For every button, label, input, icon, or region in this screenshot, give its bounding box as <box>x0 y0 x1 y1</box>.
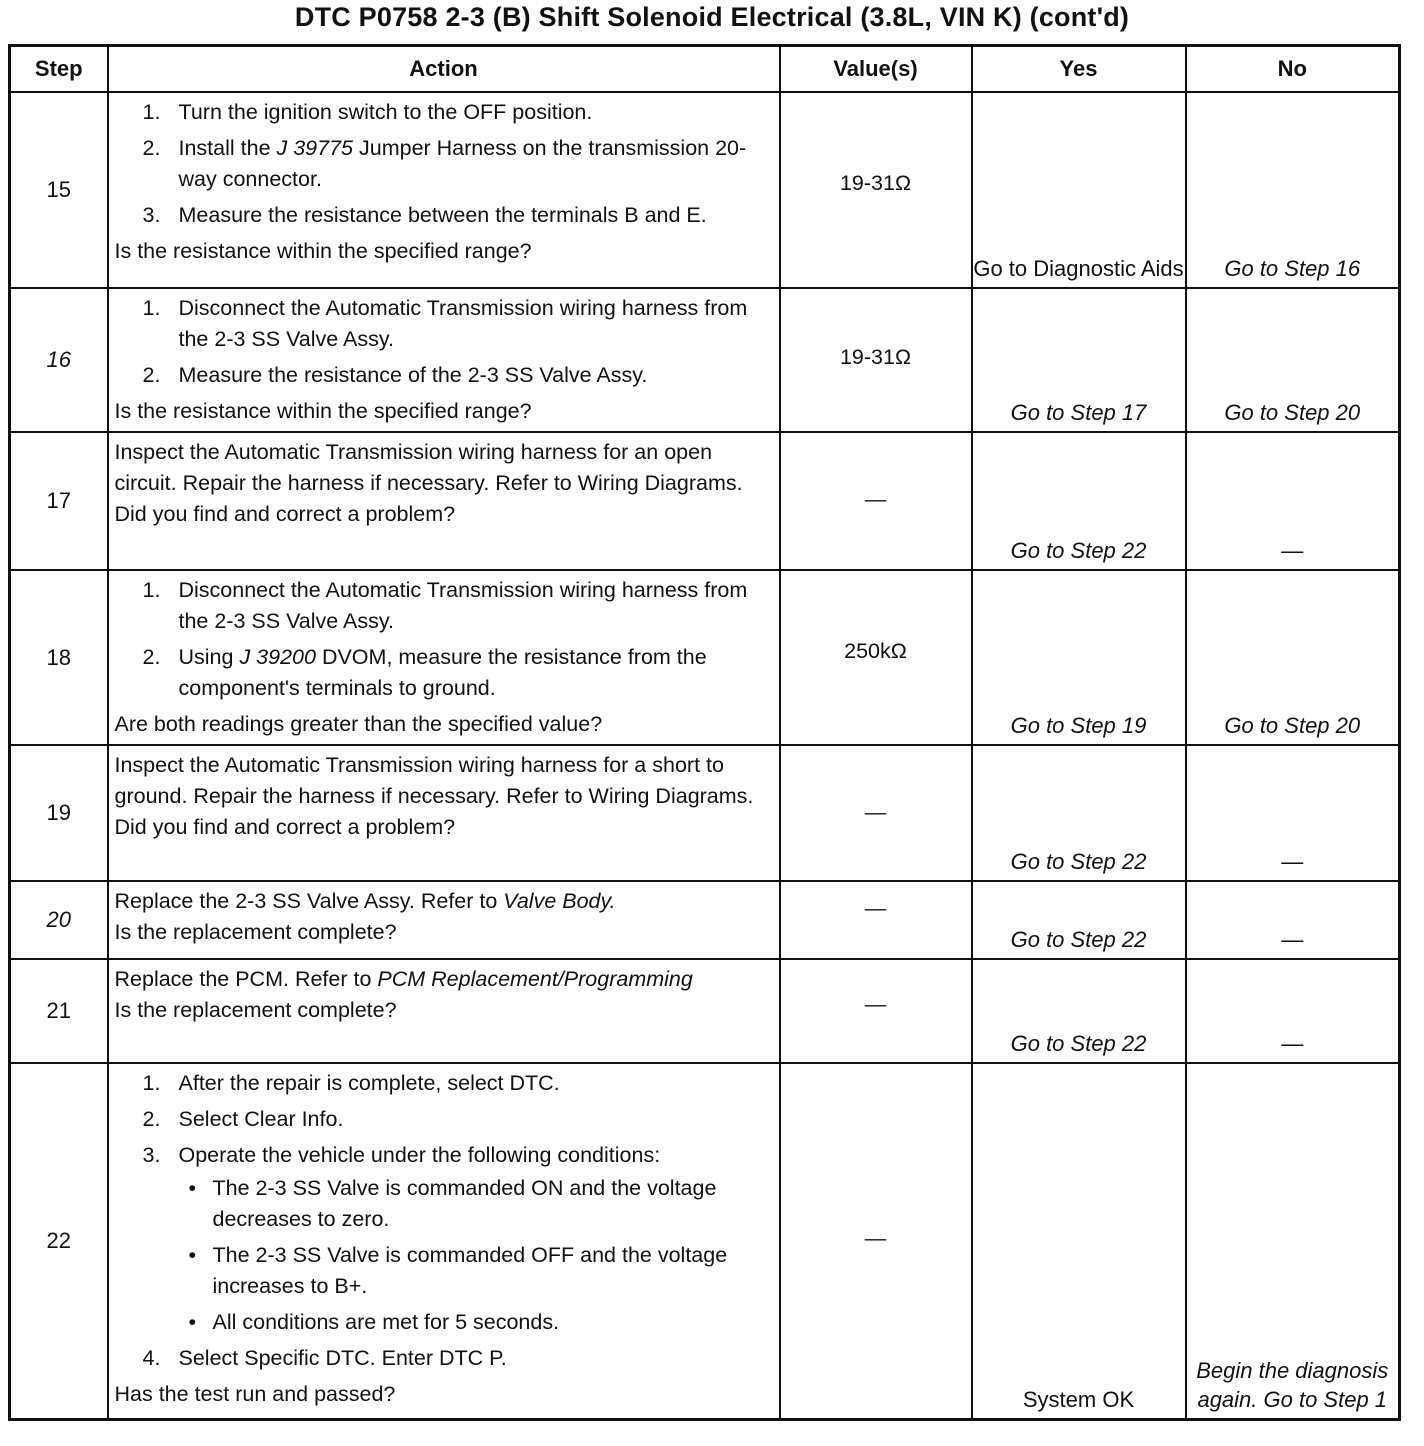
item-text: Turn the ignition switch to the OFF position. <box>178 100 593 124</box>
item-text: Disconnect the Automatic Transmission wiring harness from the 2-3 SS Valve Assy. <box>178 578 748 633</box>
step-number: 20 <box>10 881 108 959</box>
tool-reference: J 39200 <box>239 645 316 669</box>
table-row <box>10 432 1400 570</box>
list-item <box>142 200 773 231</box>
value-text: 19-31Ω <box>839 345 912 369</box>
item-text: Measure the resistance of the 2-3 SS Valve Assy. <box>178 363 648 387</box>
item-number: 2. <box>142 363 161 387</box>
action-text: Inspect the Automatic Transmission wiring harness for an open circuit. Repair the harness if necessary. Refer to Wiring Diagrams. <box>114 440 743 495</box>
item-text: Select Clear Info. <box>178 1107 344 1131</box>
yes-cell: Go to Step 22 <box>972 881 1186 959</box>
yes-cell: Go to Step 19 <box>972 570 1186 745</box>
table-row <box>10 92 1400 288</box>
action-cell <box>108 1063 780 1419</box>
action-list <box>115 293 773 391</box>
item-text: Measure the resistance between the terminals B and E. <box>178 203 707 227</box>
action-question: Is the replacement complete? <box>114 920 397 944</box>
condition-list <box>179 1173 773 1338</box>
item-number: 3. <box>142 203 161 227</box>
bullet-item: • All conditions are met for 5 seconds. <box>213 1307 773 1338</box>
value-cell <box>780 881 972 959</box>
item-number: 2. <box>142 645 161 669</box>
item-number: 3. <box>142 1143 161 1167</box>
value-cell <box>780 959 972 1063</box>
action-text: Replace the 2-3 SS Valve Assy. Refer to <box>114 889 504 913</box>
list-item <box>142 575 773 637</box>
list-item <box>142 1068 773 1099</box>
list-item <box>142 1343 773 1374</box>
step-number: 21 <box>10 959 108 1063</box>
item-number: 4. <box>142 1346 161 1370</box>
value-cell <box>780 432 972 570</box>
action-cell <box>108 570 780 745</box>
item-number: 1. <box>142 578 161 602</box>
value-text: — <box>864 487 887 511</box>
action-list <box>115 1068 773 1374</box>
header-no: No <box>1186 46 1400 93</box>
header-values: Value(s) <box>780 46 972 93</box>
value-cell <box>780 570 972 745</box>
value-text: — <box>864 992 887 1016</box>
item-number: 2. <box>142 136 161 160</box>
value-text: — <box>864 1226 887 1250</box>
yes-cell: Go to Step 17 <box>972 288 1186 432</box>
action-list <box>115 97 773 231</box>
action-question: Has the test run and passed? <box>114 1382 396 1406</box>
section-reference: Valve Body. <box>503 889 616 913</box>
list-item <box>142 1140 773 1338</box>
no-cell: — <box>1186 432 1400 570</box>
action-cell <box>108 92 780 288</box>
yes-cell: Go to Step 22 <box>972 745 1186 881</box>
value-text: — <box>864 800 887 824</box>
action-text: Replace the PCM. Refer to <box>114 967 378 991</box>
no-cell: Go to Step 16 <box>1186 92 1400 288</box>
page-title: DTC P0758 2-3 (B) Shift Solenoid Electrical (3.8L, VIN K) (cont'd) <box>294 2 1130 32</box>
diagnostic-table <box>8 44 1401 1421</box>
step-number: 17 <box>10 432 108 570</box>
action-cell <box>108 959 780 1063</box>
no-cell: — <box>1186 745 1400 881</box>
item-text: Disconnect the Automatic Transmission wiring harness from the 2-3 SS Valve Assy. <box>178 296 748 351</box>
item-text: Install the <box>178 136 277 160</box>
no-cell: Begin the diagnosis again. Go to Step 1 <box>1186 1063 1400 1419</box>
list-item <box>142 293 773 355</box>
table-row <box>10 745 1400 881</box>
item-text: Using <box>178 645 240 669</box>
action-cell <box>108 432 780 570</box>
action-question: Is the replacement complete? <box>114 998 397 1022</box>
header-yes: Yes <box>972 46 1186 93</box>
no-cell: Go to Step 20 <box>1186 288 1400 432</box>
list-item <box>142 97 773 128</box>
value-text: — <box>864 896 887 920</box>
table-row <box>10 570 1400 745</box>
yes-cell: Go to Step 22 <box>972 432 1186 570</box>
yes-cell: Go to Diagnostic Aids <box>972 92 1186 288</box>
action-question: Did you find and correct a problem? <box>114 815 456 839</box>
header-row <box>10 46 1400 93</box>
value-cell <box>780 1063 972 1419</box>
section-reference: PCM Replacement/Programming <box>377 967 693 991</box>
value-text: 250kΩ <box>844 639 907 663</box>
table-row <box>10 959 1400 1063</box>
item-text: After the repair is complete, select DTC. <box>178 1071 560 1095</box>
list-item <box>142 133 773 195</box>
header-step: Step <box>10 46 108 93</box>
action-question: Is the resistance within the specified range? <box>114 399 532 423</box>
tool-reference: J 39775 <box>276 136 354 160</box>
action-cell <box>108 288 780 432</box>
action-cell <box>108 881 780 959</box>
step-number: 19 <box>10 745 108 881</box>
action-text: Inspect the Automatic Transmission wiring harness for a short to ground. Repair the harness if necessary. Refer to Wiring Diagrams. <box>114 753 754 808</box>
action-question: Did you find and correct a problem? <box>114 502 456 526</box>
table-row <box>10 288 1400 432</box>
item-number: 1. <box>142 296 161 320</box>
value-cell <box>780 92 972 288</box>
action-question: Is the resistance within the specified range? <box>114 239 532 263</box>
item-number: 2. <box>142 1107 161 1131</box>
no-cell: — <box>1186 881 1400 959</box>
step-number: 22 <box>10 1063 108 1419</box>
item-text: DVOM, measure the resistance from the component's terminals to ground. <box>178 645 707 700</box>
item-text: Operate the vehicle under the following conditions: <box>178 1143 661 1167</box>
list-item <box>142 1104 773 1135</box>
bullet-item: • The 2-3 SS Valve is commanded ON and the voltage decreases to zero. <box>213 1173 773 1235</box>
yes-cell: Go to Step 22 <box>972 959 1186 1063</box>
step-number: 16 <box>10 288 108 432</box>
action-cell <box>108 745 780 881</box>
header-action: Action <box>108 46 780 93</box>
item-number: 1. <box>142 100 161 124</box>
table-row <box>10 1063 1400 1419</box>
item-number: 1. <box>142 1071 161 1095</box>
bullet-item: • The 2-3 SS Valve is commanded OFF and the voltage increases to B+. <box>213 1240 773 1302</box>
item-text: Jumper Harness on the transmission 20-way connector. <box>178 136 747 191</box>
list-item <box>142 360 773 391</box>
table-row <box>10 881 1400 959</box>
step-number: 15 <box>10 92 108 288</box>
value-cell <box>780 745 972 881</box>
action-question: Are both readings greater than the specified value? <box>114 712 603 736</box>
yes-cell: System OK <box>972 1063 1186 1419</box>
list-item <box>142 642 773 704</box>
item-text: Select Specific DTC. Enter DTC P. <box>178 1346 507 1370</box>
action-list <box>115 575 773 704</box>
no-cell: — <box>1186 959 1400 1063</box>
step-number: 18 <box>10 570 108 745</box>
value-text: 19-31Ω <box>839 171 912 195</box>
no-cell: Go to Step 20 <box>1186 570 1400 745</box>
value-cell <box>780 288 972 432</box>
